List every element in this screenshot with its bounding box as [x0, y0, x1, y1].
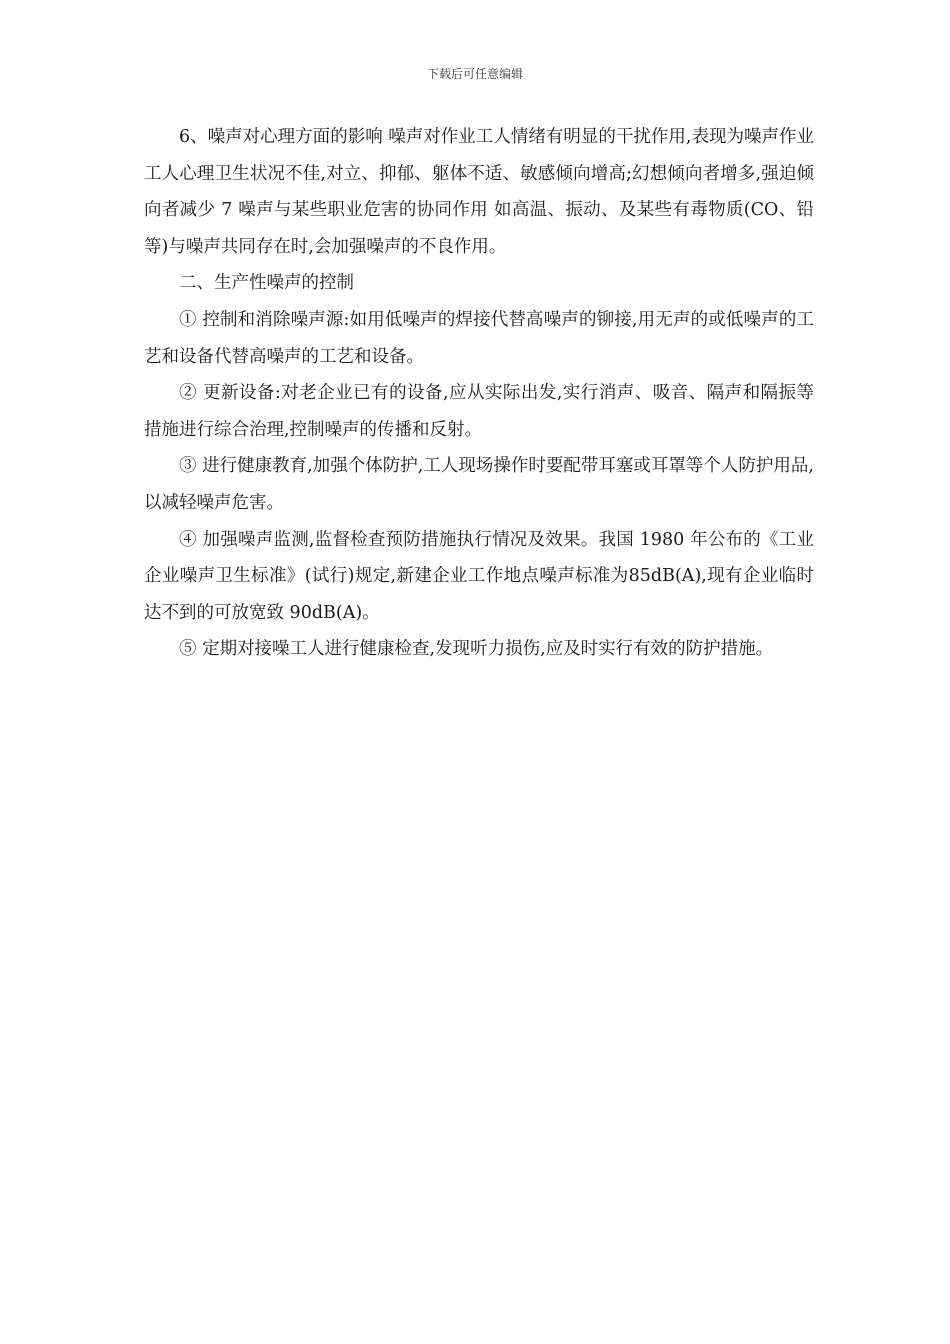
paragraph-noise-psychological-effects: 6、噪声对心理方面的影响 噪声对作业工人情绪有明显的干扰作用,表现为噪声作业工人心理卫生状况不佳,对立、抑郁、躯体不适、敏感倾向增高;幻想倾向者增多,强迫倾向者减少 7 噪声与某些职业危害的协同作用 如高温、振动、及某些有毒物质(CO、铅等)与噪声共同存在时,会加强噪声的不良作用。 [144, 127, 814, 257]
paragraph-control-noise-source: ① 控制和消除噪声源:如用低噪声的焊接代替高噪声的铆接,用无声的或低噪声的工艺和设备代替高噪声的工艺和设备。 [144, 309, 814, 367]
document-body [144, 119, 814, 668]
paragraph-update-equipment: ② 更新设备:对老企业已有的设备,应从实际出发,实行消声、吸音、隔声和隔振等措施进行综合治理,控制噪声的传播和反射。 [144, 383, 814, 440]
paragraph-noise-monitoring: ④ 加强噪声监测,监督检查预防措施执行情况及效果。我国 1980 年公布的《工业企业噪声卫生标准》(试行)规定,新建企业工作地点噪声标准为85dB(A),现有企业临时达不到的可放宽致 90dB(A)。 [144, 529, 814, 623]
section-heading-noise-control: 二、生产性噪声的控制 [179, 273, 354, 294]
paragraph-health-education: ③ 进行健康教育,加强个体防护,工人现场操作时要配带耳塞或耳罩等个人防护用品,以减轻噪声危害。 [144, 456, 814, 513]
page-header: 下载后可任意编辑 [426, 67, 523, 81]
paragraph-health-checks: ⑤ 定期对接噪工人进行健康检查,发现听力损伤,应及时实行有效的防护措施。 [179, 639, 774, 660]
